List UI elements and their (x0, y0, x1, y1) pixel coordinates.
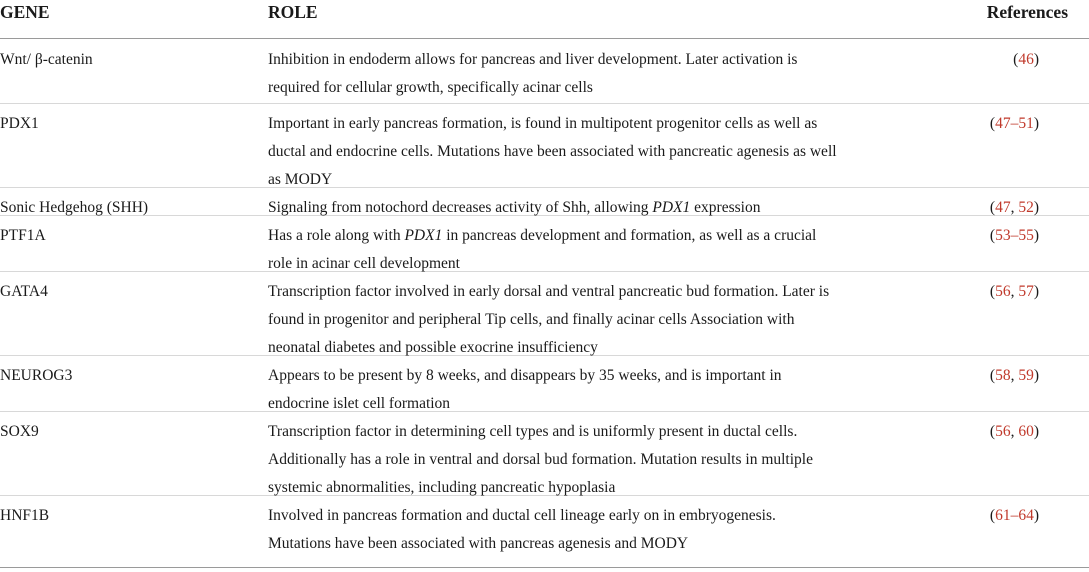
role-cell (268, 502, 848, 558)
role-line: Appears to be present by 8 weeks, and disappears by 35 weeks, and is important in (268, 367, 782, 384)
role-cell (268, 278, 848, 362)
role-line: systemic abnormalities, including pancreatic hypoplasia (268, 479, 616, 496)
italic-gene-name: PDX1 (404, 227, 443, 244)
header-role: ROLE (268, 2, 318, 22)
reference-link[interactable]: 47 (995, 199, 1011, 216)
role-line: Inhibition in endoderm allows for pancreas and liver development. Later activation is (268, 51, 798, 68)
italic-gene-name: PDX1 (652, 199, 691, 216)
role-cell (268, 362, 848, 418)
role-line: Involved in pancreas formation and ductal cell lineage early on in embryogenesis. (268, 507, 776, 524)
role-cell (268, 222, 848, 278)
table-row (0, 272, 1089, 356)
role-line: required for cellular growth, specifically acinar cells (268, 79, 593, 96)
reference-link[interactable]: 52 (1018, 199, 1034, 216)
reference-link[interactable]: 56 (995, 423, 1011, 440)
reference-link[interactable]: 58 (995, 367, 1011, 384)
role-line: Transcription factor in determining cell types and is uniformly present in ductal cells. (268, 423, 798, 440)
role-cell (268, 46, 848, 102)
role-cell (268, 418, 848, 502)
header-references: References (986, 2, 1068, 22)
gene-cell: Wnt/ β-catenin (0, 51, 93, 68)
reference-link[interactable]: 57 (1018, 283, 1034, 300)
role-line: as MODY (268, 171, 333, 188)
table-row (0, 188, 1089, 216)
table-header (0, 0, 1089, 39)
role-line: endocrine islet cell formation (268, 395, 451, 412)
role-line: found in progenitor and peripheral Tip cells, and finally acinar cells Association with (268, 311, 795, 328)
role-line: Important in early pancreas formation, is found in multipotent progenitor cells as well as (268, 115, 818, 132)
reference-link[interactable]: 60 (1018, 423, 1034, 440)
gene-cell: GATA4 (0, 283, 48, 300)
references-cell: (56, 57) (989, 283, 1039, 300)
references-cell: (47, 52) (989, 199, 1039, 216)
table-row (0, 40, 1089, 104)
reference-link[interactable]: 56 (995, 283, 1011, 300)
reference-link[interactable]: 53–55 (995, 227, 1034, 244)
table-row (0, 104, 1089, 188)
references-cell: (47–51) (989, 115, 1039, 132)
references-cell: (46) (1013, 51, 1039, 68)
reference-link[interactable]: 46 (1018, 51, 1034, 68)
references-cell: (56, 60) (989, 423, 1039, 440)
gene-cell: NEUROG3 (0, 367, 73, 384)
role-line: ductal and endocrine cells. Mutations have been associated with pancreatic agenesis as well (268, 143, 837, 160)
references-cell: (58, 59) (989, 367, 1039, 384)
header-gene: GENE (0, 2, 50, 22)
reference-link[interactable]: 47–51 (995, 115, 1034, 132)
gene-cell: PTF1A (0, 227, 46, 244)
role-line: neonatal diabetes and possible exocrine insufficiency (268, 339, 598, 356)
role-line: Has a role along with PDX1 in pancreas development and formation, as well as a crucial (268, 227, 817, 244)
table-row (0, 496, 1089, 568)
gene-cell: HNF1B (0, 507, 50, 524)
table-row (0, 356, 1089, 412)
role-line: role in acinar cell development (268, 255, 460, 272)
table-row (0, 412, 1089, 496)
role-cell (268, 110, 848, 194)
role-line: Mutations have been associated with pancreas agenesis and MODY (268, 535, 689, 552)
role-line: Signaling from notochord decreases activity of Shh, allowing PDX1 expression (268, 199, 761, 216)
gene-cell: PDX1 (0, 115, 39, 132)
role-line: Transcription factor involved in early dorsal and ventral pancreatic bud formation. Later is (268, 283, 830, 300)
role-line: Additionally has a role in ventral and dorsal bud formation. Mutation results in multiple (268, 451, 813, 468)
references-cell: (53–55) (989, 227, 1039, 244)
reference-link[interactable]: 61–64 (995, 507, 1034, 524)
reference-link[interactable]: 59 (1018, 367, 1034, 384)
references-cell: (61–64) (989, 507, 1039, 524)
gene-cell: SOX9 (0, 423, 39, 440)
table-row (0, 216, 1089, 272)
gene-cell: Sonic Hedgehog (SHH) (0, 199, 149, 216)
